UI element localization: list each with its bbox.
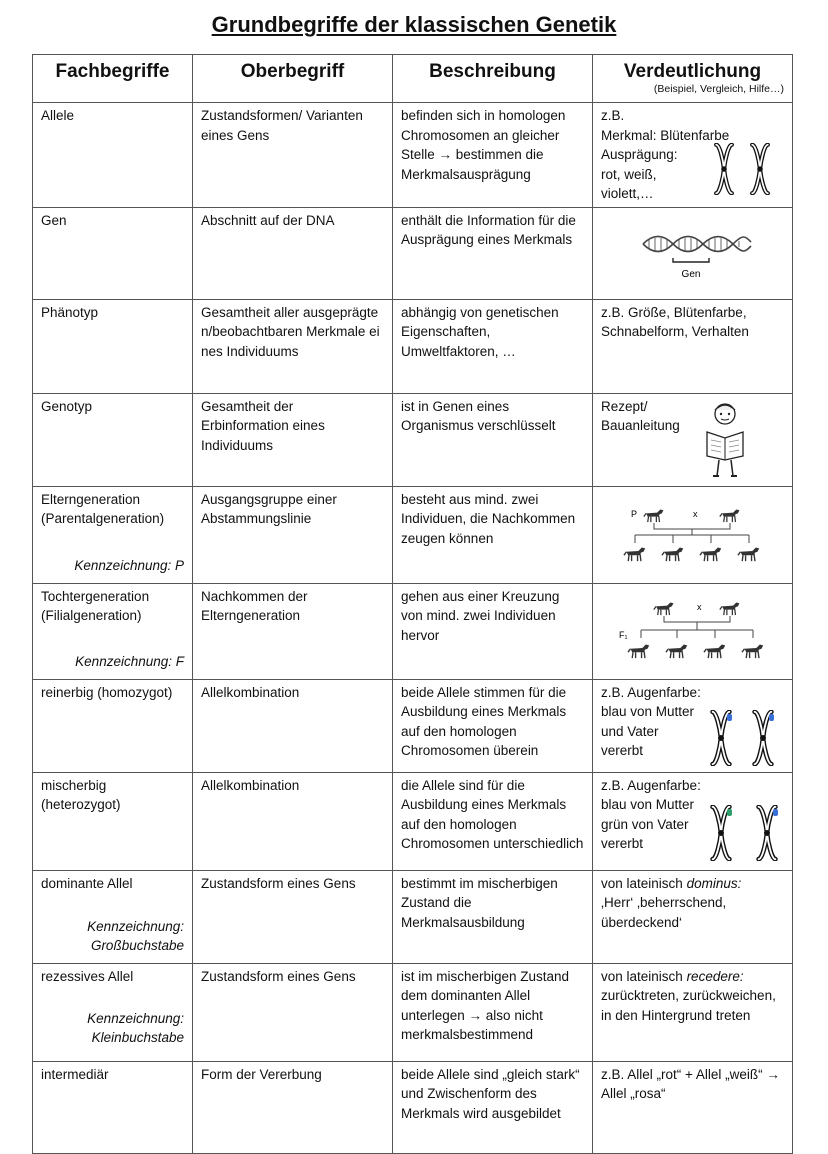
term-cell: Elterngeneration (Parentalgeneration) Kennzeichnung: P — [33, 486, 193, 583]
svg-text:P: P — [631, 508, 638, 519]
table-row — [33, 772, 793, 870]
beschreibung-cell: ist im mischerbigen Zustand dem dominanten Allel unterlegen → also nicht merkmalsbestimmend — [393, 963, 593, 1061]
kennzeichnung-label: Kennzeichnung: F — [75, 653, 184, 669]
term-cell: dominante Allel Kennzeichnung: Großbuchstabe — [33, 870, 193, 963]
verdeutlichung-cell: z.B. Allel „rot“ + Allel „weiß“ → Allel „rosa“ — [593, 1061, 793, 1153]
verdeutlichung-cell — [593, 486, 793, 583]
oberbegriff-cell: Allelkombination — [193, 772, 393, 870]
svg-text:F₁: F₁ — [619, 629, 628, 640]
beschreibung-cell: ist in Genen eines Organismus verschlüsselt — [393, 393, 593, 486]
homozygous-chromosomes-icon — [705, 710, 781, 766]
oberbegriff-cell: Gesamtheit der Erbinformation eines Individuums — [193, 393, 393, 486]
oberbegriff-cell: Gesamtheit aller ausgeprägten/beobachtbaren Merkmale eines Individuums — [193, 299, 393, 393]
table-row — [33, 393, 793, 486]
verdeutlichung-cell: z.B. Größe, Blütenfarbe, Schnabelform, Verhalten — [593, 299, 793, 393]
term-cell: Genotyp — [33, 393, 193, 486]
beschreibung-cell: beide Allele stimmen für die Ausbildung eines Merkmals auf den homologen Chromosomen überein — [393, 679, 593, 772]
page-title: Grundbegriffe der klassischen Genetik — [211, 12, 617, 37]
table-row — [33, 679, 793, 772]
table-row — [33, 583, 793, 679]
oberbegriff-cell: Form der Vererbung — [193, 1061, 393, 1153]
verdeutlichung-cell: von lateinisch dominus: ‚Herr‘ ‚beherrschend, überdeckend‘ — [593, 870, 793, 963]
table-row — [33, 486, 793, 583]
verdeutlichung-cell: von lateinisch recedere: zurücktreten, zurückweichen, in den Hintergrund treten — [593, 963, 793, 1061]
reader-figure-icon — [701, 398, 747, 480]
beschreibung-cell: bestimmt im mischerbigen Zustand die Merkmalsausbildung — [393, 870, 593, 963]
beschreibung-cell: befinden sich in homologen Chromosomen an gleicher Stelle → bestimmen die Merkmalsausprägung — [393, 103, 593, 208]
term-cell: Allele — [33, 103, 193, 208]
verdeutlichung-cell: Rezept/ Bauanleitung — [593, 393, 793, 486]
oberbegriff-cell: Ausgangsgruppe einer Abstammungslinie — [193, 486, 393, 583]
term-cell: rezessives Allel Kennzeichnung: Kleinbuchstabe — [33, 963, 193, 1061]
verdeutlichung-cell: z.B. Augenfarbe: blau von Mutter und Vater vererbt — [593, 679, 793, 772]
beschreibung-cell: beide Allele sind „gleich stark“ und Zwischenform des Merkmals wird ausgebildet — [393, 1061, 593, 1153]
oberbegriff-cell: Zustandsformen/ Varianten eines Gens — [193, 103, 393, 208]
oberbegriff-cell: Nachkommen der Elterngeneration — [193, 583, 393, 679]
header-verdeutlichung: Verdeutlichung (Beispiel, Vergleich, Hilfe…) — [593, 55, 793, 103]
verdeutlichung-cell — [593, 207, 793, 299]
green-allele-marker — [727, 809, 732, 816]
table-row — [33, 103, 793, 208]
pedigree-p-icon — [617, 505, 767, 567]
term-cell: Phänotyp — [33, 299, 193, 393]
header-fachbegriffe: Fachbegriffe — [33, 55, 193, 103]
table-row — [33, 870, 793, 963]
blue-allele-marker — [727, 714, 732, 721]
dna-helix-icon — [641, 232, 753, 286]
chromosome-pair-icon — [711, 143, 775, 195]
verdeutlichung-cell: z.B. Merkmal: Blütenfarbe Ausprägung: rot, weiß, violett,… — [593, 103, 793, 208]
blue-allele-marker — [769, 714, 774, 721]
term-cell: mischerbig (heterozygot) — [33, 772, 193, 870]
beschreibung-cell: die Allele sind für die Ausbildung eines Merkmals auf den homologen Chromosomen unterschiedlich — [393, 772, 593, 870]
oberbegriff-cell: Abschnitt auf der DNA — [193, 207, 393, 299]
verdeutlichung-cell — [593, 583, 793, 679]
kennzeichnung-label: Kennzeichnung: Großbuchstabe — [87, 918, 184, 953]
beschreibung-cell: abhängig von genetischen Eigenschaften, Umweltfaktoren, … — [393, 299, 593, 393]
genetics-table — [32, 54, 793, 1154]
term-cell: intermediär — [33, 1061, 193, 1153]
verdeutlichung-cell: z.B. Augenfarbe: blau von Mutter grün von Vater vererbt — [593, 772, 793, 870]
oberbegriff-cell: Zustandsform eines Gens — [193, 870, 393, 963]
header-subtitle: (Beispiel, Vergleich, Hilfe…) — [653, 83, 784, 95]
table-row — [33, 299, 793, 393]
table-row — [33, 1061, 793, 1153]
gen-label: Gen — [681, 268, 701, 280]
table-row — [33, 963, 793, 1061]
beschreibung-cell: enthält die Information für die Ausprägung eines Merkmals — [393, 207, 593, 299]
beschreibung-cell: besteht aus mind. zwei Individuen, die Nachkommen zeugen können — [393, 486, 593, 583]
svg-text:x: x — [693, 508, 698, 519]
oberbegriff-cell: Allelkombination — [193, 679, 393, 772]
kennzeichnung-label: Kennzeichnung: P — [74, 557, 184, 573]
pedigree-f1-icon — [617, 598, 767, 664]
oberbegriff-cell: Zustandsform eines Gens — [193, 963, 393, 1061]
term-cell: reinerbig (homozygot) — [33, 679, 193, 772]
term-cell: Gen — [33, 207, 193, 299]
header-row — [33, 55, 793, 103]
header-oberbegriff: Oberbegriff — [193, 55, 393, 103]
beschreibung-cell: gehen aus einer Kreuzung von mind. zwei Individuen hervor — [393, 583, 593, 679]
term-cell: Tochtergeneration (Filialgeneration) Kennzeichnung: F — [33, 583, 193, 679]
blue-allele-marker — [773, 809, 778, 816]
heterozygous-chromosomes-icon — [705, 805, 785, 861]
svg-text:x: x — [697, 601, 702, 612]
header-beschreibung: Beschreibung — [393, 55, 593, 103]
kennzeichnung-label: Kennzeichnung: Kleinbuchstabe — [87, 1010, 184, 1045]
table-row — [33, 207, 793, 299]
